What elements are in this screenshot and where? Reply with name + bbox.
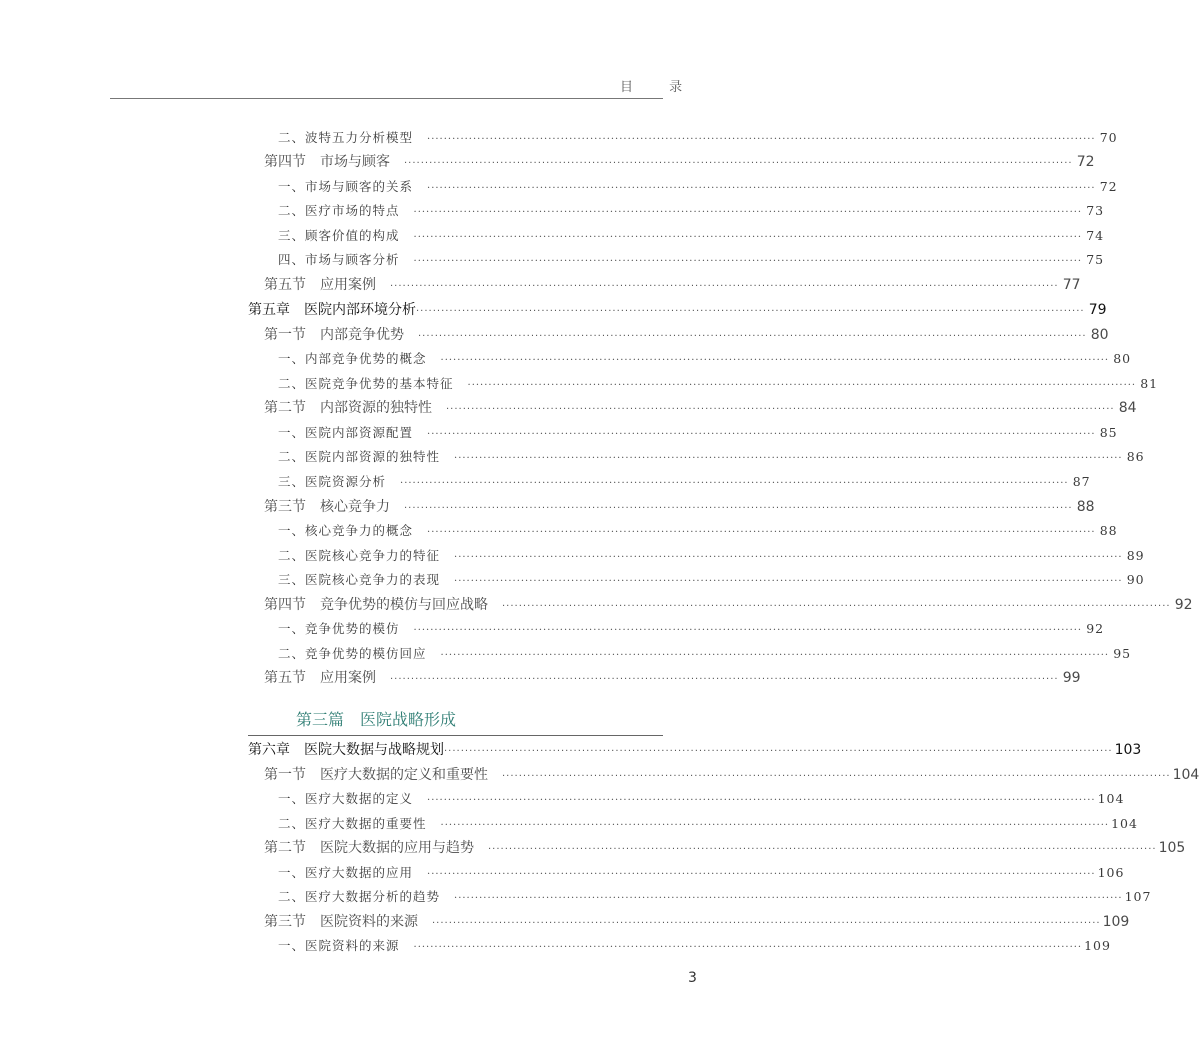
toc-item-row [278,789,1125,809]
toc-item-row [278,644,1132,664]
running-header: 目 录 [620,80,699,95]
dot-leader: ································································································································································ [432,918,1101,929]
page-number: 3 [688,970,697,986]
toc-section-row [264,668,1081,688]
toc-entry-text: 三、顾客价值的构成 [278,228,400,243]
toc-item-row [278,521,1118,541]
toc-item-row [278,374,1159,394]
toc-page-number: 81 [1140,376,1159,391]
toc-entry-text: 二、医疗市场的特点 [278,203,400,218]
toc-page-number: 87 [1072,474,1091,489]
toc-entry-text: 二、医院内部资源的独特性 [278,449,441,464]
toc-page-number: 106 [1097,865,1125,880]
dot-leader: ································································································································································ [446,404,1115,415]
toc-section-row [264,152,1095,172]
dot-leader: ································································································································································ [404,158,1073,169]
dot-leader: ································································································································································ [413,256,1083,267]
toc-entry-text: 第六章 医院大数据与战略规划 [248,742,444,758]
dot-leader: ································································································································································ [413,625,1083,636]
toc-item-row [278,128,1118,148]
toc-entry-text: 第二节 医院大数据的应用与趋势 [264,840,474,856]
dot-leader: ································································································································································ [400,478,1069,489]
dot-leader: ································································································································································ [502,771,1171,782]
toc-page-number: 104 [1111,816,1138,831]
toc-item-row [278,177,1118,197]
toc-section-row [264,398,1137,418]
toc-page-number: 92 [1174,597,1193,613]
dot-leader: ································································································································································ [427,795,1096,806]
toc-section-row [264,838,1186,858]
toc-page-number: 95 [1113,646,1132,661]
toc-page-number: 99 [1062,670,1081,686]
toc-item-row [278,936,1111,956]
toc-item-row [278,570,1145,590]
toc-page-number: 77 [1062,277,1081,293]
dot-leader: ································································································································································ [427,183,1096,194]
dot-leader: ································································································································································ [440,355,1110,366]
toc-entry-text: 第一节 内部竞争优势 [264,327,404,343]
toc-section-row [264,595,1193,615]
dot-leader: ································································································································································ [427,869,1096,880]
toc-item-row [278,447,1145,467]
dot-leader: ································································································································································ [416,306,1085,317]
toc-entry-text: 一、竞争优势的模仿 [278,621,400,636]
toc-entry-text: 一、医院内部资源配置 [278,425,414,440]
toc-item-row [278,887,1152,907]
dot-leader: ································································································································································ [502,601,1171,612]
toc-entry-text: 二、竞争优势的模仿回应 [278,646,427,661]
toc-item-row [278,546,1145,566]
toc-page-number: 88 [1099,523,1118,538]
toc-chapter-row [248,740,1142,760]
part-title: 第三篇 医院战略形成 [295,710,456,729]
toc-page-number: 79 [1088,302,1107,318]
dot-leader: ································································································································································ [467,380,1137,391]
toc-section-row [264,325,1109,345]
toc-section-row [264,912,1130,932]
toc-entry-text: 四、市场与顾客分析 [278,252,400,267]
toc-item-row [278,863,1125,883]
toc-section-row [264,765,1199,785]
toc-page-number: 74 [1086,228,1105,243]
toc-page-number: 92 [1086,621,1105,636]
dot-leader: ································································································································································ [413,942,1083,953]
toc-entry-text: 第三节 医院资料的来源 [264,914,418,930]
toc-entry-text: 第一节 医疗大数据的定义和重要性 [264,767,488,783]
toc-page-number: 88 [1076,499,1095,515]
toc-entry-text: 第四节 竞争优势的模仿与回应战略 [264,597,488,613]
dot-leader: ································································································································································ [454,453,1123,464]
dot-leader: ································································································································································ [454,893,1123,904]
toc-item-row [278,226,1105,246]
toc-page-number: 73 [1086,203,1105,218]
toc-page-number: 84 [1118,400,1137,416]
toc-entry-text: 一、市场与顾客的关系 [278,179,414,194]
dot-leader: ································································································································································ [418,331,1087,342]
dot-leader: ································································································································································ [390,281,1059,292]
dot-leader: ································································································································································ [440,650,1110,661]
toc-page-number: 86 [1126,449,1145,464]
toc-chapter-row [248,300,1107,320]
dot-leader: ································································································································································ [454,576,1123,587]
toc-section-row [264,497,1095,517]
toc-page-number: 80 [1113,351,1132,366]
dot-leader: ································································································································································ [444,746,1113,757]
toc-entry-text: 二、医疗大数据的重要性 [278,816,427,831]
toc-page-number: 109 [1084,938,1111,953]
dot-leader: ································································································································································ [440,820,1110,831]
toc-entry-text: 第五节 应用案例 [264,277,376,293]
toc-page-number: 80 [1090,327,1109,343]
toc-entry-text: 三、医院资源分析 [278,474,387,489]
toc-page-number: 109 [1102,914,1130,930]
toc-item-row [278,201,1105,221]
toc-page-number: 85 [1099,425,1118,440]
toc-item-row [278,619,1105,639]
toc-entry-text: 第二节 内部资源的独特性 [264,400,432,416]
dot-leader: ································································································································································ [427,527,1096,538]
toc-entry-text: 第五章 医院内部环境分析 [248,302,416,318]
toc-item-row [278,250,1105,270]
toc-item-row [278,423,1118,443]
toc-page-number: 105 [1158,840,1186,856]
toc-entry-text: 一、内部竞争优势的概念 [278,351,427,366]
toc-page-number: 75 [1086,252,1105,267]
toc-entry-text: 二、医疗大数据分析的趋势 [278,889,441,904]
toc-entry-text: 第三节 核心竞争力 [264,499,390,515]
dot-leader: ································································································································································ [404,503,1073,514]
toc-entry-text: 一、医院资料的来源 [278,938,400,953]
toc-page-number: 72 [1099,179,1118,194]
dot-leader: ································································································································································ [427,429,1096,440]
dot-leader: ································································································································································ [413,232,1083,243]
toc-entry-text: 一、核心竞争力的概念 [278,523,414,538]
toc-section-row [264,275,1081,295]
toc-page-number: 72 [1076,154,1095,170]
dot-leader: ································································································································································ [390,674,1059,685]
toc-item-row [278,472,1091,492]
toc-entry-text: 二、医院竞争优势的基本特征 [278,376,454,391]
toc-page-number: 70 [1099,130,1118,145]
toc-page-number: 104 [1172,767,1199,783]
dot-leader: ································································································································································ [427,134,1096,145]
toc-page-number: 89 [1126,548,1145,563]
toc-page-number: 90 [1126,572,1145,587]
toc-page-number: 107 [1124,889,1152,904]
toc-entry-text: 二、波特五力分析模型 [278,130,414,145]
dot-leader: ································································································································································ [454,552,1123,563]
toc-entry-text: 一、医疗大数据的定义 [278,791,414,806]
toc-item-row [278,814,1138,834]
toc-page-number: 103 [1114,742,1142,758]
toc-entry-text: 二、医院核心竞争力的特征 [278,548,441,563]
toc-entry-text: 一、医疗大数据的应用 [278,865,414,880]
toc-item-row [278,349,1132,369]
part-rule [248,735,663,736]
toc-entry-text: 三、医院核心竞争力的表现 [278,572,441,587]
toc-entry-text: 第五节 应用案例 [264,670,376,686]
toc-entry-text: 第四节 市场与顾客 [264,154,390,170]
dot-leader: ································································································································································ [488,844,1157,855]
toc-page-number: 104 [1097,791,1125,806]
dot-leader: ································································································································································ [413,207,1083,218]
